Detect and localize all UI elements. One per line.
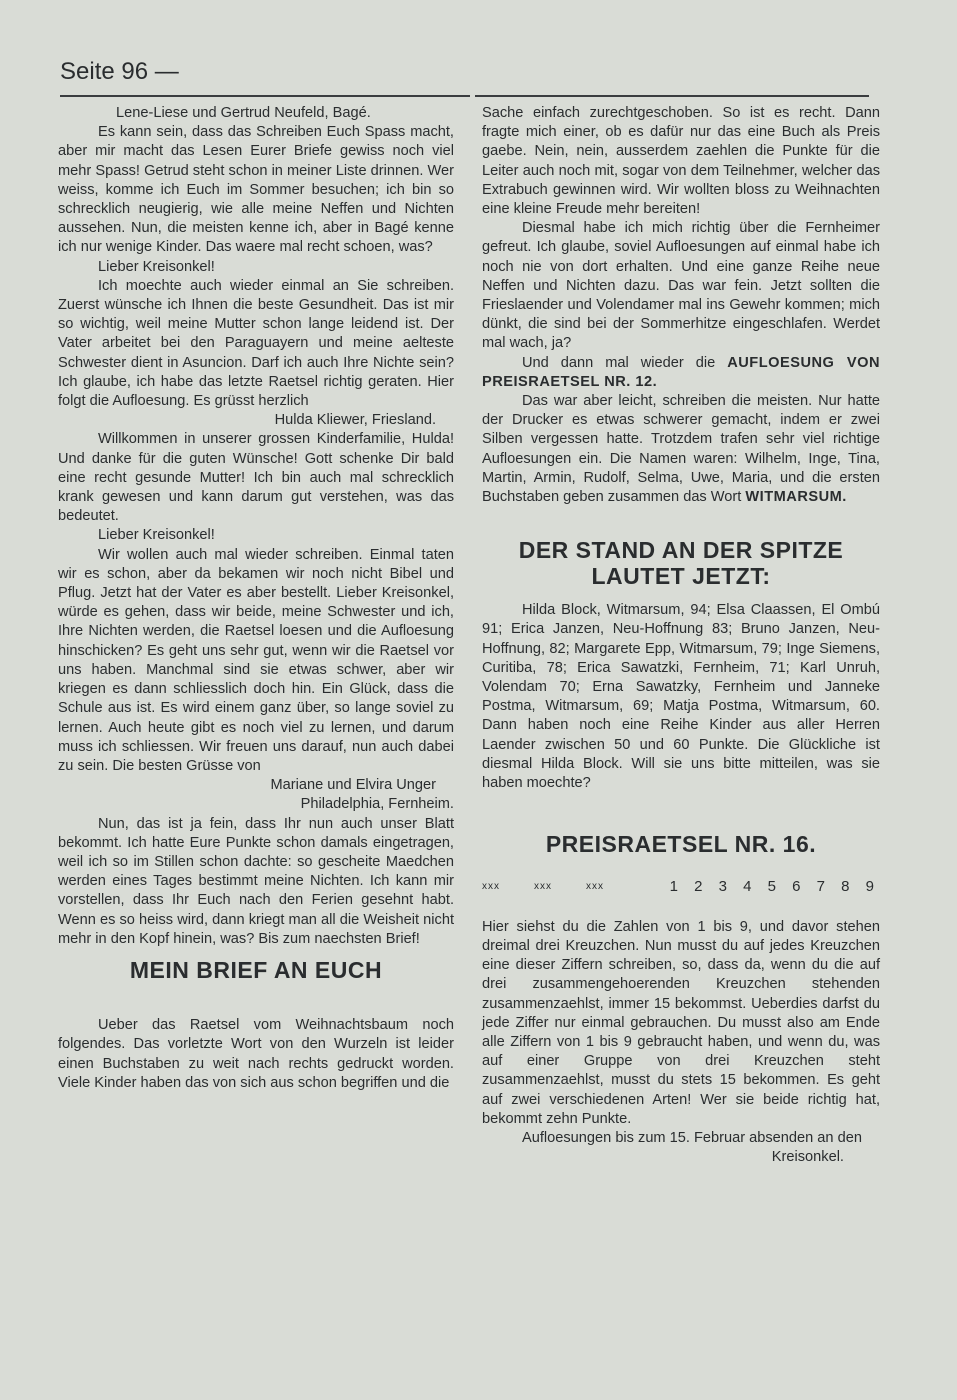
- cross-group-2: xxx: [534, 880, 552, 892]
- letter-paragraph: Wir wollen auch mal wieder schreiben. Einmal taten wir es schon, aber da bekamen wir noch nicht Bibel und Pflug. Jetzt hat der Vater es aber bestellt. Lieber Kreisonkel, würde es gehen, dass wir beide, meine Schwester und ich, Ihre Nichten werden, die Raetsel loesen und die Aufloesung hinschicken? Es geht uns sehr gut, wenn wir die Raetsel vor uns haben. Manchmal sind sie etwas schwer, aber wir kriegen es dann schliesslich doch hin. Ein Glück, dass die Schule aus ist. Es wird einem ganz über, so lange soviel zu lernen. Auch heute gibt es noch viel zu lernen, und darum muss ich schliessen. Wir freuen uns darauf, nun auch dabei zu sein. Die besten Grüsse von: [58, 546, 454, 774]
- cross-group-1: xxx: [482, 880, 500, 892]
- puzzle-heading: PREISRAETSEL NR. 16.: [545, 831, 817, 858]
- right-column: [482, 104, 880, 1167]
- letter-salutation: Lieber Kreisonkel!: [98, 527, 215, 544]
- header-rule-left: [60, 95, 470, 97]
- letter-signature: Hulda Kliewer, Friesland.: [274, 412, 436, 429]
- closing-signature: Kreisonkel.: [771, 1149, 844, 1166]
- deadline-line: Aufloesungen bis zum 15. Februar absenden an den: [522, 1129, 862, 1146]
- puzzle-numbers: 1 2 3 4 5 6 7 8 9: [669, 877, 880, 895]
- standings-heading-line2: LAUTET JETZT:: [591, 563, 771, 590]
- header-rule-right: [475, 95, 869, 97]
- letter-signature-place: Philadelphia, Fernheim.: [300, 796, 454, 813]
- puzzle-row: [482, 877, 880, 896]
- letter-paragraph: Ich moechte auch wieder einmal an Sie schreiben. Zuerst wünsche ich Ihnen die beste Gesundheit. Das ist mir so wichtig, weil meine Mutter schon lange leidend ist. Der Vater arbeitet bei den Paraguayern und meine aelteste Schwester dient in Asuncion. Darf ich auch Ihre Nichte sein? Ich glaube, ich habe das letzte Raetsel richtig geraten. Hier folgt die Aufloesung. Es grüsst herzlich: [58, 277, 454, 410]
- body-paragraph: Sache einfach zurechtgeschoben. So ist es recht. Dann fragte mich einer, ob es dafür nur das eine Buch als Preis gaebe. Nein, nein, ausserdem zaehlen die Punkte für die Leiter auch noch mit, sogar von dem Teilnehmer, welcher das Extrabuch gewinnen wird. Wir wollten bloss zu Weihnachten eine kleine Freude mehr bereiten!: [482, 105, 880, 218]
- solution-word: WITMARSUM.: [745, 489, 847, 506]
- body-paragraph: Diesmal habe ich mich richtig über die Fernheimer gefreut. Ich glaube, soviel Aufloesungen auf einmal habe ich noch nie von dort erhalten. Und eine ganze Reihe neue Neffen und Nichten dazu. Das war fein. Jetzt sollten die Frieslaender und Volendamer mal ins Gewehr kommen; mich dünkt, die sind bei der Sommerhitze eingeschlafen. Werdet mal wach, ja?: [482, 220, 880, 352]
- letter-signature: Lene-Liese und Gertrud Neufeld, Bagé.: [116, 105, 371, 121]
- reply-paragraph: Nun, das ist ja fein, dass Ihr nun auch unser Blatt bekommt. Ich hatte Eure Punkte schon damals eingetragen, weil ich so im Stillen schon dachte: so gescheite Maedchen werden eines Tages bestimmt meine Nichten. Ich kann mir vorstellen, dass Ihr Euch nach den Ferien gesehnt habt. Wenn es so heiss wird, dann kriegt man all die Weisheit nicht mehr in den Kopf hinein, was? Bis zum naechsten Brief!: [58, 815, 454, 947]
- page-number: Seite 96 —: [60, 58, 179, 85]
- standings-paragraph: Hilda Block, Witmarsum, 94; Elsa Claassen, El Ombú 91; Erica Janzen, Neu-Hoffnung 83; Bruno Janzen, Neu-Hoffnung, 82; Margarete Epp, Witmarsum, 79; Inge Siemens, Curitiba, 78; Erica Sawatzki, Fernheim, 71; Karl Unruh, Volendam 70; Erna Sawatzky, Fernheim und Janneke Postma, Witmarsum, 69; Matja Postma, Witmarsum, 60. Dann haben noch eine Reihe Kinder aus aller Herren Laender zwischen 50 und 60 Punkte. Die Glückliche ist diesmal Hilda Block. Will sie uns bitte mitteilen, was sie haben moechte?: [482, 602, 880, 792]
- cross-group-3: xxx: [586, 880, 604, 892]
- standings-heading-line1: DER STAND AN DER SPITZE: [518, 537, 844, 564]
- standings-heading: [482, 537, 880, 589]
- puzzle-instructions: Hier siehst du die Zahlen von 1 bis 9, und davor stehen dreimal drei Kreuzchen. Nun musst du auf jedes Kreuzchen eine dieser Ziffern schreiben, so, dass da, wenn du die auf drei zusammengehoerenden Kreuzchen stehenden zusammenzaehlst, immer 15 bekommst. Ueberdies darfst du jede Ziffer nur einmal gebrauchen. Du musst also am Ende alle Ziffern von 1 bis 9 gebraucht haben, und wenn du, was auf einer Gruppe von drei Kreuzchen steht zusammenzaehlst, musst du stets 15 bekommen. Es geht auf zwei verschiedenen Arten! Wer sie beide richtig hat, bekommt zehn Punkte.: [482, 918, 880, 1127]
- solution-intro: [482, 354, 880, 392]
- reply-paragraph: Es kann sein, dass das Schreiben Euch Spass macht, aber mir macht das Lesen Eurer Briefe gewiss noch viel mehr Spass! Getrud steht schon in meiner Liste drinnen. Wer weiss, komme ich Euch im Sommer besuchen; ich bin so schrecklich neugierig, wie alle meine Neffen und Nichten aussehen. Nun, die meisten kenne ich, aber in Bagé kenne ich nur wenige Kinder. Das waere mal recht schoen, was?: [58, 124, 454, 256]
- letter-salutation: Lieber Kreisonkel!: [98, 258, 215, 275]
- section-heading: MEIN BRIEF AN EUCH: [129, 956, 383, 983]
- body-paragraph: Ueber das Raetsel vom Weihnachtsbaum noch folgendes. Das vorletzte Wort von den Wurzeln ist leider einen Buchstaben zu weit nach rechts gedruckt worden. Viele Kinder haben das von sich aus schon begriffen und die: [58, 1017, 454, 1091]
- solution-text: Das war aber leicht, schreiben die meisten. Nur hatte der Drucker es etwas schwerer gemacht, indem er zwei Silben vergessen hatte. Trotzdem trafen sehr viel richtige Aufloesungen ein. Die Namen waren: Wilhelm, Inge, Tina, Martin, Armin, Rudolf, Selma, Uwe, Maria, und die ersten Buchstaben geben zusammen das Wort: [482, 393, 880, 506]
- letter-signature: Mariane und Elvira Unger: [270, 777, 436, 794]
- solution-paragraph: [482, 392, 880, 507]
- reply-paragraph: Willkommen in unserer grossen Kinderfamilie, Hulda! Und danke für die guten Wünsche! Gott schenke Dir bald eine recht gesunde Mutter! Ich bin auch mal schrecklich krank gewesen und kann darum gut verstehen, was das bedeutet.: [58, 431, 454, 525]
- intro-text: Und dann mal wieder die: [522, 354, 728, 371]
- solution-title: AUFLOESUNG VON PREISRAETSEL NR. 12.: [482, 354, 880, 390]
- left-column: [58, 104, 454, 1093]
